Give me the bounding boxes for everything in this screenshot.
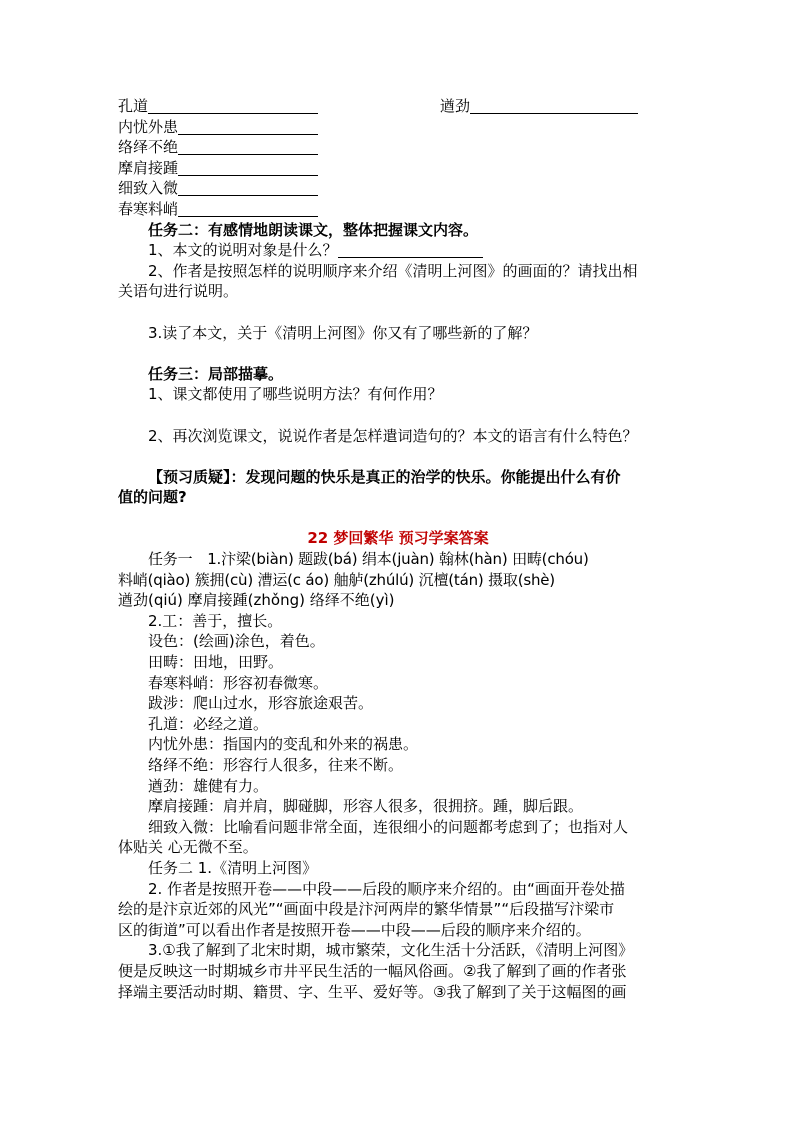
document-page bbox=[118, 96, 678, 1002]
definition-item: 遒劲：雄健有力。 bbox=[148, 776, 269, 795]
answers-t2-1: 任务二 1.《清明上河图》 bbox=[148, 858, 318, 877]
task2-q2-line1: 2、作者是按照怎样的说明顺序来介绍《清明上河图》的画面的？请找出相 bbox=[148, 261, 638, 280]
definition-item: 设色：(绘画)涂色，着色。 bbox=[148, 632, 325, 651]
task2-q3: 3.读了本文，关于《清明上河图》你又有了哪些新的了解？ bbox=[148, 323, 538, 342]
definition-item: 跋涉：爬山过水，形容旅途艰苦。 bbox=[148, 694, 374, 713]
preview-line2: 值的问题? bbox=[118, 488, 187, 507]
task2-q2-line2: 关语句进行说明。 bbox=[118, 282, 239, 301]
answers-t2-3-line: 择端主要活动时期、籍贯、字、生平、爱好等。③我了解到了关于这幅图的画 bbox=[118, 982, 627, 1001]
vocab-row-4 bbox=[118, 158, 678, 179]
definition-item: 2.工：善于，擅长。 bbox=[148, 611, 283, 630]
answers-title: 22 梦回繁华 预习学案答案 bbox=[307, 529, 489, 548]
definition-item: 孔道：必经之道。 bbox=[148, 714, 269, 733]
task2-q1 bbox=[118, 240, 678, 261]
answers-t2-2-line: 绘的是汴京近郊的风光”“画面中段是汴河两岸的繁华情景”“后段描写汴梁市 bbox=[118, 900, 615, 919]
vocab-word: 春寒料峭 bbox=[118, 199, 179, 218]
definition-item: 络绎不绝：形容行人很多，往来不断。 bbox=[148, 756, 404, 774]
definition-item: 田畴：田地，田野。 bbox=[148, 653, 284, 672]
definition-item: 内忧外患：指国内的变乱和外来的祸患。 bbox=[148, 735, 419, 754]
vocab-word: 孔道 bbox=[118, 97, 149, 115]
answer-blank[interactable] bbox=[148, 98, 318, 114]
answers-t1-line2: 料峭(qiào) 簇拥(cù) 漕运(c áo) 舳舻(zhúlú) 沉檀(tán) 摄取(shè) bbox=[118, 570, 555, 589]
vocab-row-3 bbox=[118, 137, 678, 158]
vocab-word: 摩肩接踵 bbox=[118, 158, 179, 177]
answers-t2-2-line: 区的街道”可以看出作者是按照开卷——中段——后段的顺序来介绍的。 bbox=[118, 920, 591, 939]
vocab-word: 络绎不绝 bbox=[118, 138, 179, 157]
task3-q2: 2、再次浏览课文，说说作者是怎样遣词造句的？本文的语言有什么特色？ bbox=[148, 426, 638, 445]
answers-t2-3-line: 3.①我了解到了北宋时期，城市繁荣，文化生活十分活跃，《清明上河图》 bbox=[148, 941, 634, 960]
answer-blank[interactable] bbox=[178, 139, 318, 155]
vocab-word: 内忧外患 bbox=[118, 117, 179, 136]
vocab-row-1 bbox=[118, 96, 678, 117]
answers-t2-2-line: 2. 作者是按照开卷——中段——后段的顺序来介绍的。由“画面开卷处描 bbox=[148, 879, 625, 898]
answer-blank[interactable] bbox=[178, 201, 318, 217]
answers-t1-line1: 任务一 1.汴梁(biàn) 题跋(bá) 绢本(juàn) 翰林(hàn) 田畴(chóu) bbox=[148, 550, 589, 569]
definition-detail-line2: 体贴关 心无微不至。 bbox=[118, 838, 258, 857]
task2-heading: 任务二：有感情地朗读课文，整体把握课文内容。 bbox=[148, 220, 479, 239]
vocab-row-6 bbox=[118, 199, 678, 220]
vocab-row-5 bbox=[118, 178, 678, 199]
vocab-word: 细致入微 bbox=[118, 179, 179, 198]
spacer bbox=[118, 446, 678, 467]
answer-blank[interactable] bbox=[470, 98, 638, 114]
preview-line1: 【预习质疑】：发现问题的快乐是真正的治学的快乐。你能提出什么有价 bbox=[148, 467, 621, 486]
vocab-right bbox=[440, 96, 638, 117]
spacer bbox=[118, 343, 678, 364]
definition-detail-line1: 细致入微：比喻看问题非常全面，连很细小的问题都考虑到了；也指对人 bbox=[148, 817, 629, 836]
question-text: 1、本文的说明对象是什么？ bbox=[148, 241, 338, 260]
spacer bbox=[118, 405, 678, 426]
answer-blank[interactable] bbox=[178, 180, 318, 196]
answer-blank[interactable] bbox=[338, 242, 483, 258]
definition-item: 春寒料峭：形容初春微寒。 bbox=[148, 673, 329, 692]
spacer bbox=[118, 508, 678, 529]
vocab-row-2 bbox=[118, 117, 678, 138]
answer-blank[interactable] bbox=[178, 119, 318, 135]
task3-heading: 任务三：局部描摹。 bbox=[148, 364, 284, 383]
vocab-word: 遒劲 bbox=[440, 97, 471, 115]
task3-q1: 1、课文都使用了哪些说明方法？有何作用？ bbox=[148, 385, 443, 404]
definition-item: 摩肩接踵：肩并肩，脚碰脚，形容人很多，很拥挤。踵，脚后跟。 bbox=[148, 797, 584, 816]
answers-t1-line3: 遒劲(qiú) 摩肩接踵(zhǒng) 络绎不绝(yì) bbox=[118, 591, 395, 610]
spacer bbox=[118, 302, 678, 323]
answer-blank[interactable] bbox=[178, 160, 318, 176]
answers-t2-3-line: 便是反映这一时期城乡市井平民生活的一幅风俗画。②我了解到了画的作者张 bbox=[118, 961, 627, 980]
